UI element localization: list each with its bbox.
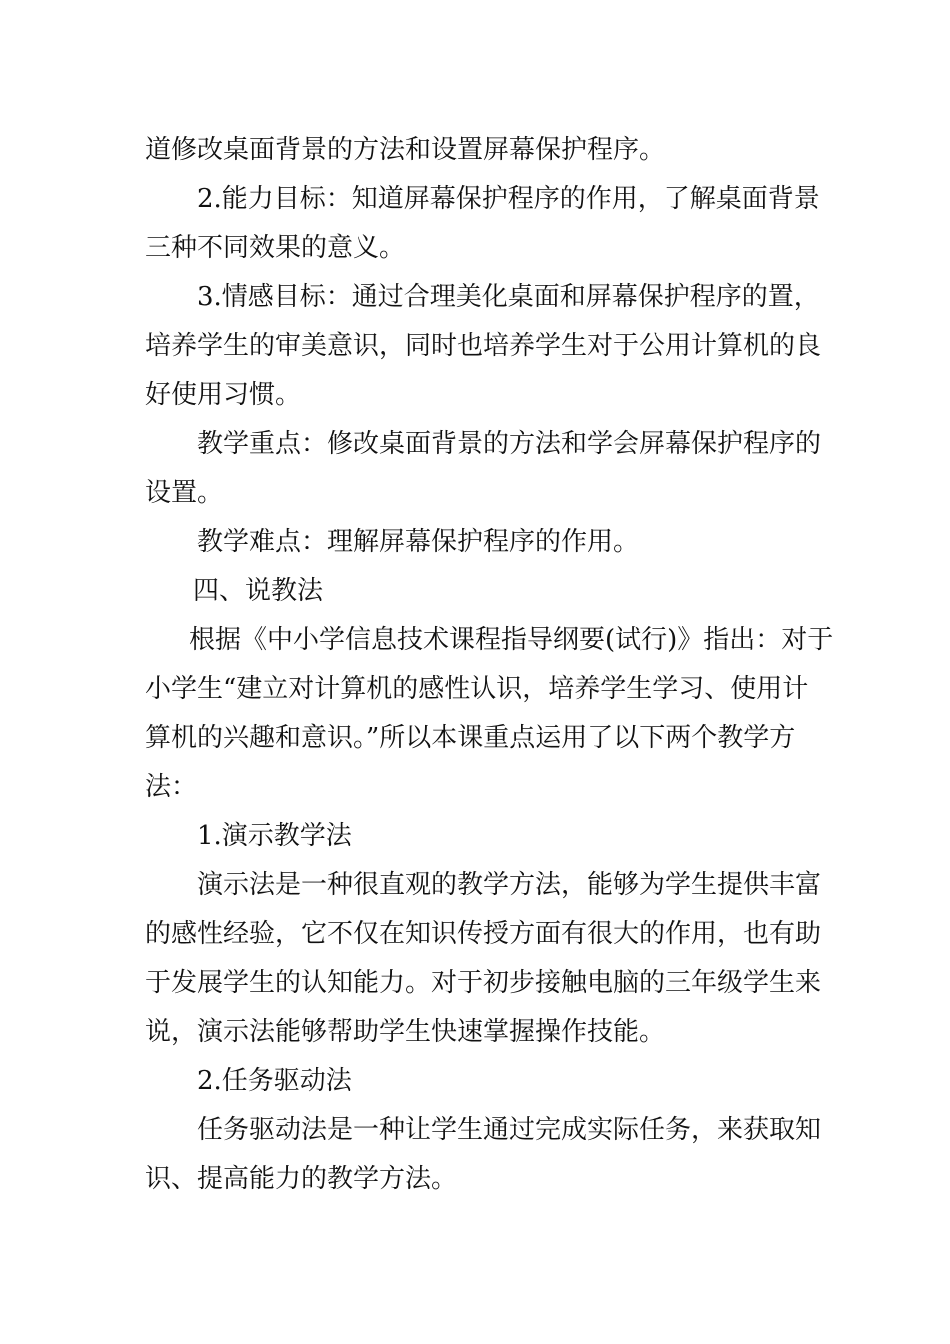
text-line: 小学生“建立对计算机的感性认识，培养学生学习、使用计	[145, 674, 809, 704]
text-line: 教学重点：修改桌面背景的方法和学会屏幕保护程序的	[197, 429, 822, 459]
text-line: 3.情感目标：通过合理美化桌面和屏幕保护程序的置，	[197, 282, 820, 312]
paragraph-teaching-focus	[145, 420, 822, 518]
text-line: 2.能力目标：知道屏幕保护程序的作用，了解桌面背景	[197, 184, 820, 214]
text-line: 根据《中小学信息技术课程指导纲要(试行)》指出：对于	[189, 625, 834, 655]
paragraph-objectives-continued	[145, 126, 810, 175]
text-line: 于发展学生的认知能力。对于初步接触电脑的三年级学生来	[145, 968, 822, 998]
paragraph-demonstration-method	[145, 861, 822, 1057]
paragraph-emotion-goal	[145, 273, 822, 420]
text-line: 1.演示教学法	[197, 821, 352, 851]
paragraph-ability-goal	[145, 175, 820, 273]
section-heading-teaching-methods	[145, 567, 810, 616]
text-line: 培养学生的审美意识，同时也培养学生对于公用计算机的良	[145, 331, 822, 361]
document-body	[145, 126, 834, 1204]
text-line: 说，演示法能够帮助学生快速掌握操作技能。	[145, 1017, 666, 1047]
subheading-task-driven-method	[145, 1057, 810, 1106]
text-line: 2.任务驱动法	[197, 1066, 352, 1096]
subheading-demonstration-method	[145, 812, 810, 861]
text-line: 道修改桌面背景的方法和设置屏幕保护程序。	[145, 135, 666, 165]
text-line: 识、提高能力的教学方法。	[145, 1164, 458, 1194]
paragraph-task-driven-method	[145, 1106, 822, 1204]
text-line: 三种不同效果的意义。	[145, 233, 406, 263]
text-line: 四、说教法	[193, 576, 324, 606]
text-line: 演示法是一种很直观的教学方法，能够为学生提供丰富	[197, 870, 822, 900]
paragraph-teaching-difficulty	[145, 518, 810, 567]
text-line: 法：	[145, 772, 198, 802]
text-line: 的感性经验，它不仅在知识传授方面有很大的作用，也有助	[145, 919, 822, 949]
text-line: 算机的兴趣和意识。”所以本课重点运用了以下两个教学方	[145, 723, 796, 753]
text-line: 任务驱动法是一种让学生通过完成实际任务，来获取知	[197, 1115, 822, 1145]
text-line: 设置。	[145, 478, 224, 508]
text-line: 好使用习惯。	[145, 380, 302, 410]
text-line: 教学难点：理解屏幕保护程序的作用。	[197, 527, 640, 557]
paragraph-guideline-quote	[145, 616, 834, 812]
